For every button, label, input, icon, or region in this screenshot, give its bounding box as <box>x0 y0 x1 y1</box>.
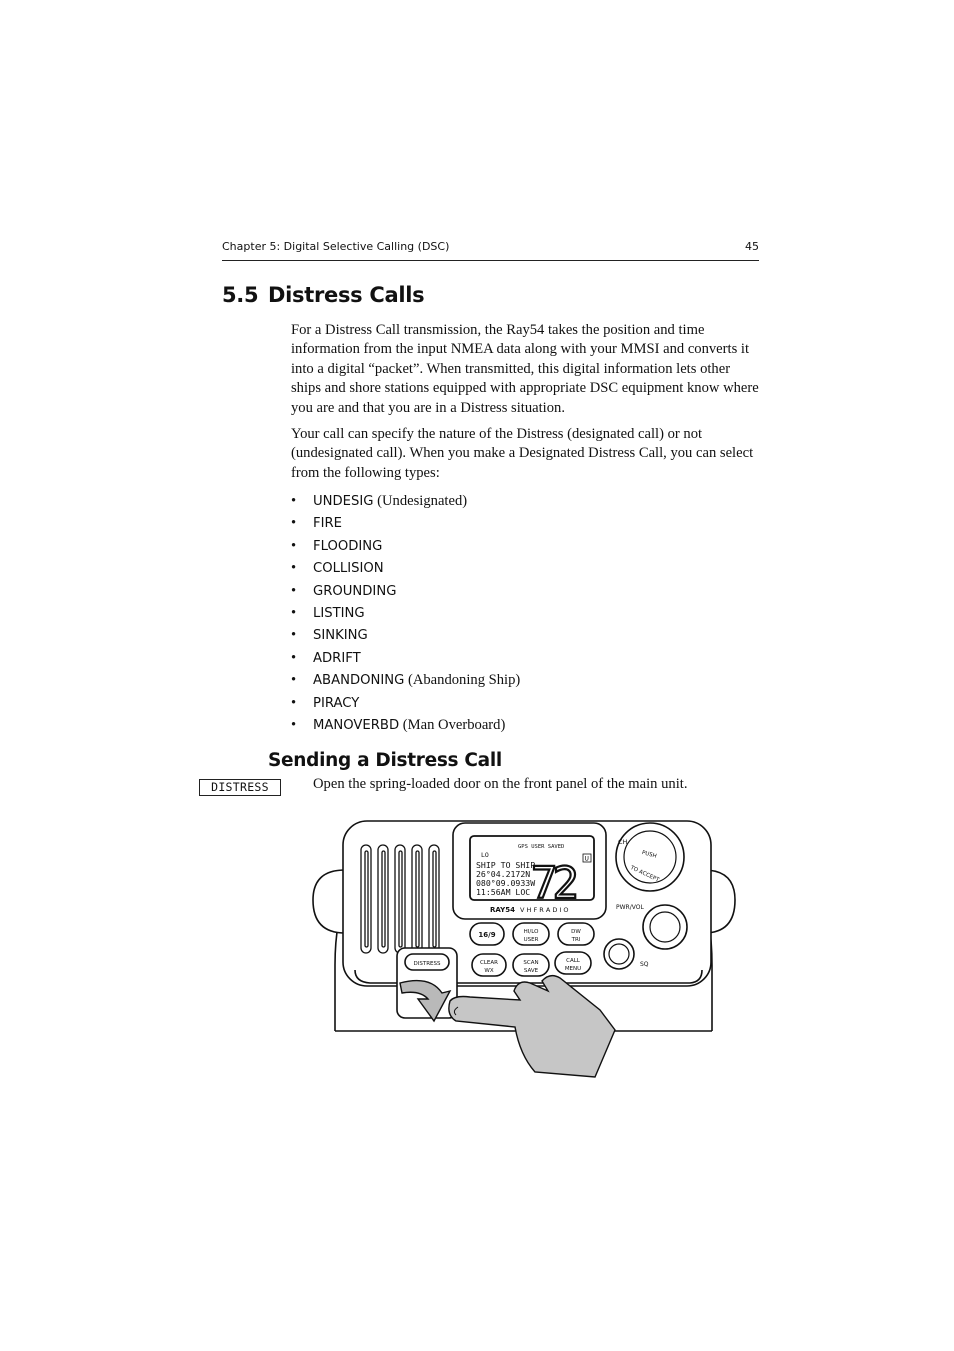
ch-label: CH <box>618 838 628 846</box>
button-clear-line1: CLEAR <box>480 960 498 966</box>
distress-type-item <box>291 491 520 513</box>
distress-key-label: DISTRESS <box>199 779 281 796</box>
page-number: 45 <box>745 240 759 253</box>
distress-type-code: SINKING <box>313 628 368 644</box>
radio-illustration <box>310 815 750 1095</box>
distress-type-code: PIRACY <box>313 695 360 711</box>
step-instruction: Open the spring-loaded door on the front panel of the main unit. <box>313 776 688 792</box>
button-hilo-line1: HI/LO <box>523 929 539 935</box>
lcd-power: LO <box>481 851 489 859</box>
distress-type-code: ABANDONING <box>313 673 405 689</box>
radio-drawing <box>310 815 750 1090</box>
distress-type-item <box>291 670 520 692</box>
distress-type-item <box>291 581 520 603</box>
bullet: • <box>291 604 297 621</box>
distress-type-description: (Undesignated) <box>377 493 468 509</box>
section-number: 5.5 <box>222 283 259 307</box>
lcd-status: GPS USER SAVED <box>518 844 565 850</box>
distress-type-item <box>291 513 520 535</box>
distress-type-code: FIRE <box>313 516 342 532</box>
bullet: • <box>291 515 297 532</box>
radio-distress-button: DISTRESS <box>413 961 441 967</box>
bullet: • <box>291 493 297 509</box>
sq-label: SQ <box>640 961 649 968</box>
lcd-channel: 72 <box>531 858 574 909</box>
button-hilo-line2: USER <box>523 937 539 943</box>
distress-type-item <box>291 715 520 737</box>
section-heading <box>222 283 424 307</box>
button-call-line1: CALL <box>566 958 580 964</box>
distress-type-description: (Man Overboard) <box>402 716 506 733</box>
bullet: • <box>291 694 297 711</box>
distress-type-code: FLOODING <box>313 538 383 554</box>
running-header <box>222 238 759 261</box>
bullet: • <box>291 560 297 577</box>
knob-text-push: PUSH <box>641 850 658 860</box>
pwr-vol-label: PWR/VOL <box>616 904 644 911</box>
bullet: • <box>291 649 297 666</box>
distress-type-code: LISTING <box>313 605 365 621</box>
lcd-line-1: SHIP TO SHIP <box>476 860 536 870</box>
distress-type-item <box>291 536 520 558</box>
distress-type-item <box>291 625 520 647</box>
button-scan-line1: SCAN <box>523 960 539 966</box>
distress-type-code: COLLISION <box>313 561 384 577</box>
distress-type-code: MANOVERBD <box>313 717 400 733</box>
lcd-line-3: 080°09.0933W <box>476 878 536 888</box>
button-dw-line2: TRI <box>571 937 581 943</box>
types-intro-paragraph: Your call can specify the nature of the Distress (designated call) or not (undesignated call). When you make a Designated Distress Call, you can select from the following types: <box>291 426 754 481</box>
bullet: • <box>291 627 297 644</box>
chapter-title: Chapter 5: Digital Selective Calling (DSC) <box>222 240 450 253</box>
distress-type-item <box>291 693 520 715</box>
distress-type-item <box>291 558 520 580</box>
button-call-line2: MENU <box>564 966 582 972</box>
lcd-channel-suffix: U <box>584 855 589 863</box>
intro-paragraph: For a Distress Call transmission, the Ray54 takes the position and time information from the input NMEA data along with your MMSI and converts it into a digital “packet”. When transmitted, this digital information lets other ships and shore stations equipped with appropriate DSC equipment know where you are and that you are in a Distress situation. <box>291 322 759 416</box>
distress-type-code: UNDESIG <box>313 494 374 509</box>
bullet: • <box>291 716 297 733</box>
button-scan-line2: SAVE <box>523 968 539 974</box>
bullet: • <box>291 537 297 554</box>
lcd-line-2: 26°04.2172N <box>476 869 531 879</box>
distress-type-code: ADRIFT <box>313 650 361 666</box>
model-label: V H F R A D I O <box>520 906 569 914</box>
bullet: • <box>291 672 297 689</box>
subsection-heading: Sending a Distress Call <box>268 750 502 771</box>
button-16-9: 16/9 <box>478 931 496 939</box>
button-dw-line1: DW <box>571 929 581 935</box>
distress-type-item <box>291 603 520 625</box>
distress-type-description: (Abandoning Ship) <box>407 672 521 689</box>
bullet: • <box>291 582 297 599</box>
distress-type-code: GROUNDING <box>313 583 397 599</box>
section-title: Distress Calls <box>268 283 425 307</box>
lcd-line-4: 11:56AM LOC <box>476 887 531 897</box>
brand-label: RAY54 <box>490 906 515 914</box>
distress-types-list <box>291 491 520 737</box>
distress-type-item <box>291 648 520 670</box>
button-clear-line2: WX <box>484 968 494 974</box>
knob-text-accept: TO ACCEPT <box>629 864 660 884</box>
